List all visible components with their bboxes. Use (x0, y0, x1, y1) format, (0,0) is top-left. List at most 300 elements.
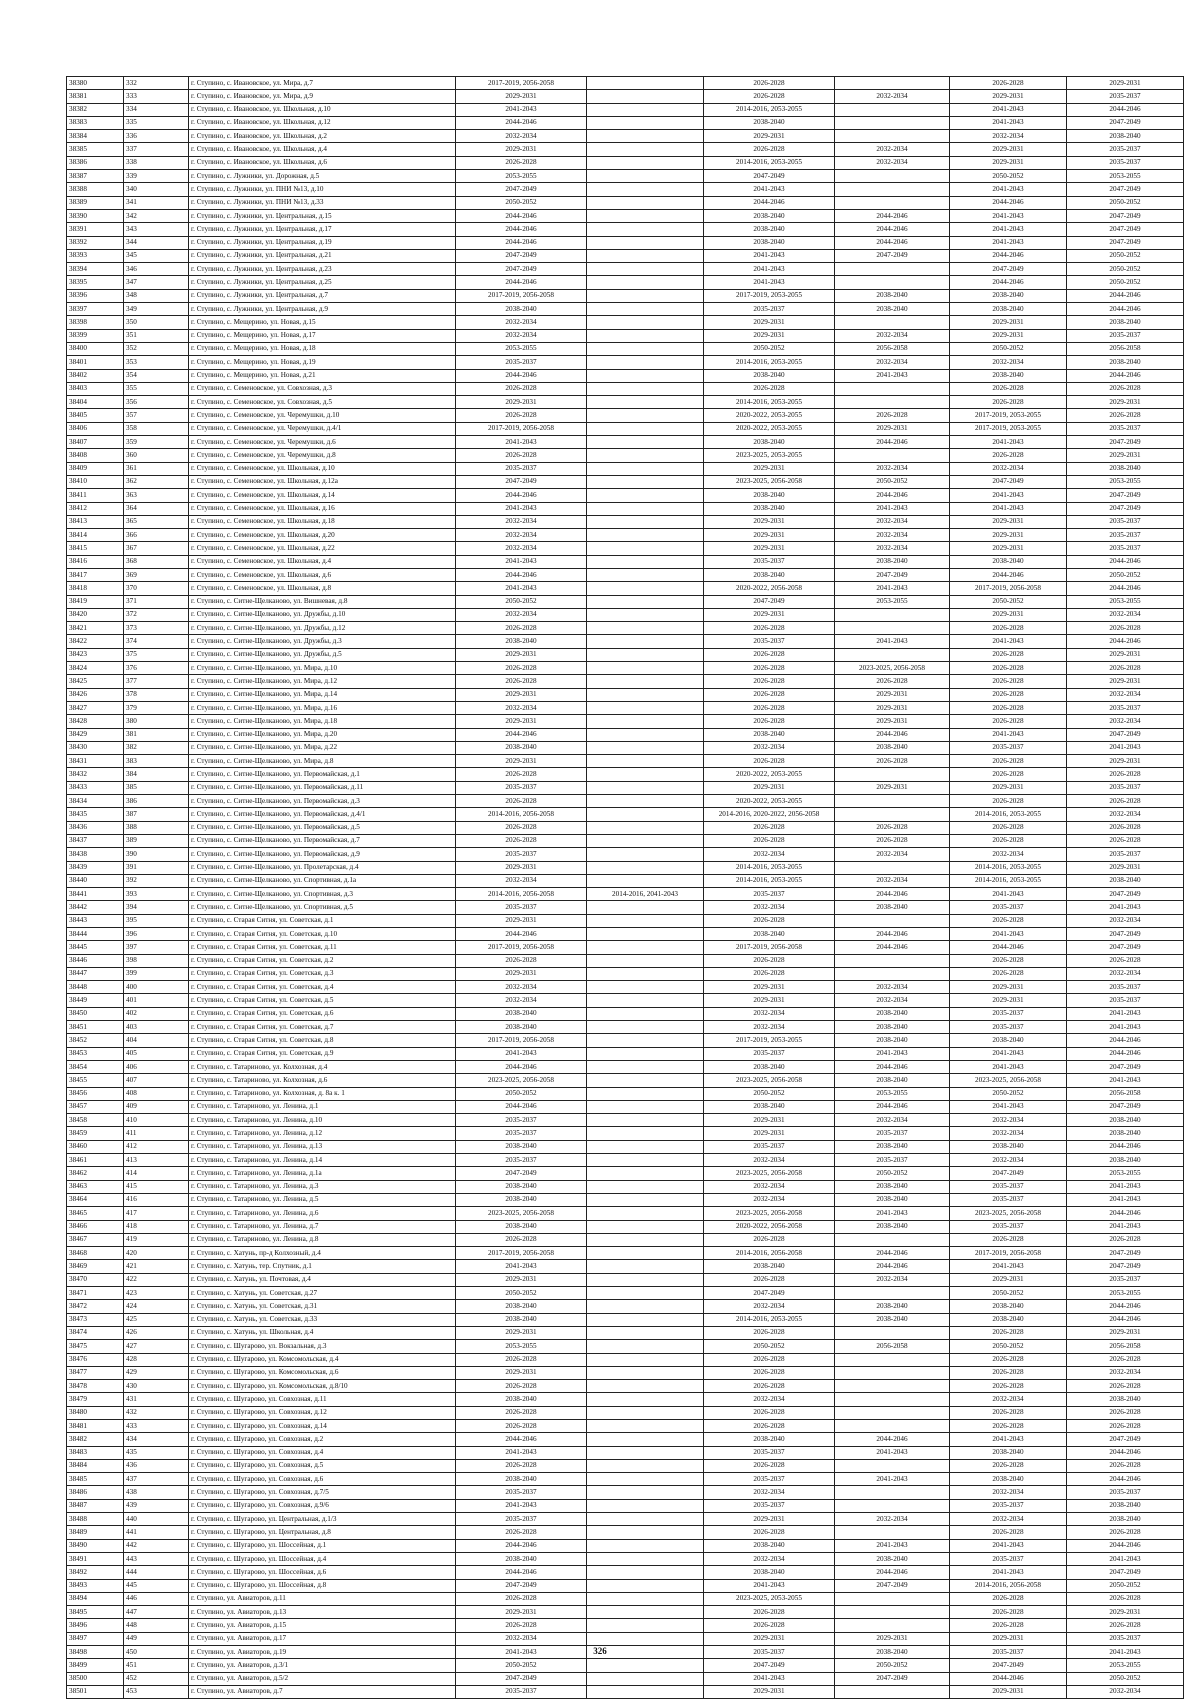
period-col-9-cell: 2056-2058 (1067, 342, 1184, 355)
table-row (67, 834, 1184, 847)
period-col-7-cell: 2032-2034 (835, 515, 950, 528)
period-col-6-cell: 2032-2034 (704, 741, 835, 754)
table-row (67, 781, 1184, 794)
period-col-9-cell: 2050-2052 (1067, 568, 1184, 581)
period-col-4-cell: 2032-2034 (456, 316, 587, 329)
period-col-7-cell: 2038-2040 (835, 289, 950, 302)
address-cell: г. Ступино, с. Татариново, ул. Ленина, д.5 (189, 1193, 456, 1206)
row-number-cell: 431 (124, 1393, 189, 1406)
period-col-4-cell: 2050-2052 (456, 196, 587, 209)
table-row (67, 555, 1184, 568)
address-cell: г. Ступино, с. Лужники, ул. Центральная, д.19 (189, 236, 456, 249)
period-col-8-cell: 2047-2049 (950, 475, 1067, 488)
address-cell: г. Ступино, с. Семеновское, ул. Школьная, д.4 (189, 555, 456, 568)
period-col-9-cell: 2038-2040 (1067, 1127, 1184, 1140)
period-col-8-cell: 2026-2028 (950, 1353, 1067, 1366)
period-col-4-cell: 2026-2028 (456, 622, 587, 635)
period-col-9-cell: 2047-2049 (1067, 502, 1184, 515)
table-row (67, 303, 1184, 316)
row-number-cell: 369 (124, 568, 189, 581)
period-col-8-cell: 2026-2028 (950, 1326, 1067, 1339)
period-col-5-cell (587, 356, 704, 369)
table-row (67, 595, 1184, 608)
period-col-5-cell (587, 369, 704, 382)
period-col-6-cell: 2026-2028 (704, 1233, 835, 1246)
row-number-cell: 449 (124, 1632, 189, 1645)
address-cell: г. Ступино, с. Ситне-Щелканово, ул. Мира, д.12 (189, 675, 456, 688)
period-col-7-cell (835, 914, 950, 927)
period-col-6-cell: 2035-2037 (704, 303, 835, 316)
period-col-8-cell: 2041-2043 (950, 1260, 1067, 1273)
row-number-cell: 362 (124, 475, 189, 488)
period-col-6-cell: 2038-2040 (704, 1566, 835, 1579)
period-col-8-cell: 2032-2034 (950, 1513, 1067, 1526)
period-col-6-cell: 2026-2028 (704, 1353, 835, 1366)
address-cell: г. Ступино, с. Ситне-Щелканово, ул. Дружбы, д.5 (189, 648, 456, 661)
row-id-cell: 38437 (67, 834, 124, 847)
period-col-7-cell: 2035-2037 (835, 1154, 950, 1167)
table-row (67, 1552, 1184, 1565)
address-cell: г. Ступино, с. Татариново, ул. Ленина, д.8 (189, 1233, 456, 1246)
period-col-4-cell: 2026-2028 (456, 662, 587, 675)
row-number-cell: 348 (124, 289, 189, 302)
address-cell: г. Ступино, с. Татариново, ул. Колхозная, д. 8а к. 1 (189, 1087, 456, 1100)
row-id-cell: 38407 (67, 436, 124, 449)
period-col-8-cell: 2017-2019, 2056-2058 (950, 582, 1067, 595)
period-col-7-cell: 2029-2031 (835, 701, 950, 714)
period-col-4-cell: 2026-2028 (456, 1459, 587, 1472)
row-id-cell: 38450 (67, 1007, 124, 1020)
period-col-9-cell: 2029-2031 (1067, 861, 1184, 874)
period-col-5-cell (587, 342, 704, 355)
table-row (67, 489, 1184, 502)
period-col-5-cell (587, 808, 704, 821)
period-col-6-cell: 2014-2016, 2020-2022, 2056-2058 (704, 808, 835, 821)
period-col-9-cell: 2056-2058 (1067, 1087, 1184, 1100)
period-col-9-cell: 2044-2046 (1067, 1207, 1184, 1220)
period-col-9-cell: 2035-2037 (1067, 1632, 1184, 1645)
period-col-4-cell: 2041-2043 (456, 1047, 587, 1060)
period-col-4-cell: 2026-2028 (456, 954, 587, 967)
period-col-8-cell: 2035-2037 (950, 1193, 1067, 1206)
period-col-8-cell: 2035-2037 (950, 1021, 1067, 1034)
period-col-4-cell: 2038-2040 (456, 1313, 587, 1326)
period-col-8-cell: 2029-2031 (950, 529, 1067, 542)
table-row (67, 1313, 1184, 1326)
table-row (67, 1619, 1184, 1632)
period-col-4-cell: 2044-2046 (456, 928, 587, 941)
period-col-4-cell: 2029-2031 (456, 143, 587, 156)
period-col-8-cell: 2038-2040 (950, 1446, 1067, 1459)
period-col-9-cell: 2035-2037 (1067, 781, 1184, 794)
row-id-cell: 38500 (67, 1672, 124, 1685)
table-row (67, 542, 1184, 555)
period-col-6-cell: 2029-2031 (704, 1685, 835, 1698)
table-row (67, 90, 1184, 103)
period-col-8-cell: 2041-2043 (950, 928, 1067, 941)
period-col-6-cell: 2038-2040 (704, 568, 835, 581)
row-id-cell: 38413 (67, 515, 124, 528)
row-number-cell: 399 (124, 967, 189, 980)
period-col-6-cell: 2035-2037 (704, 1446, 835, 1459)
period-col-9-cell: 2035-2037 (1067, 701, 1184, 714)
address-cell: г. Ступино, с. Шугарово, ул. Совхозная, д.11 (189, 1393, 456, 1406)
period-col-9-cell: 2038-2040 (1067, 1513, 1184, 1526)
period-col-7-cell (835, 1619, 950, 1632)
period-col-4-cell: 2035-2037 (456, 1127, 587, 1140)
table-row (67, 1087, 1184, 1100)
period-col-7-cell (835, 1606, 950, 1619)
period-col-5-cell (587, 1406, 704, 1419)
row-id-cell: 38454 (67, 1060, 124, 1073)
table-row (67, 422, 1184, 435)
period-col-6-cell: 2038-2040 (704, 502, 835, 515)
period-col-4-cell: 2029-2031 (456, 755, 587, 768)
row-number-cell: 372 (124, 608, 189, 621)
period-col-4-cell: 2035-2037 (456, 1114, 587, 1127)
period-col-5-cell (587, 608, 704, 621)
table-row (67, 396, 1184, 409)
period-col-4-cell: 2038-2040 (456, 1552, 587, 1565)
period-col-8-cell: 2029-2031 (950, 781, 1067, 794)
period-col-9-cell: 2041-2043 (1067, 1220, 1184, 1233)
row-id-cell: 38388 (67, 183, 124, 196)
period-col-7-cell (835, 77, 950, 90)
period-col-7-cell: 2029-2031 (835, 1632, 950, 1645)
period-col-5-cell (587, 1579, 704, 1592)
address-cell: г. Ступино, с. Лужники, ул. Центральная, д.25 (189, 276, 456, 289)
period-col-4-cell: 2047-2049 (456, 1672, 587, 1685)
period-col-9-cell: 2038-2040 (1067, 130, 1184, 143)
row-id-cell: 38447 (67, 967, 124, 980)
period-col-7-cell: 2032-2034 (835, 874, 950, 887)
row-number-cell: 414 (124, 1167, 189, 1180)
period-col-9-cell: 2035-2037 (1067, 515, 1184, 528)
period-col-8-cell: 2026-2028 (950, 768, 1067, 781)
period-col-6-cell: 2017-2019, 2056-2058 (704, 941, 835, 954)
period-col-9-cell: 2044-2046 (1067, 1034, 1184, 1047)
address-cell: г. Ступино, с. Шугарово, ул. Совхозная, д.2 (189, 1433, 456, 1446)
period-col-6-cell: 2050-2052 (704, 1087, 835, 1100)
period-col-8-cell: 2026-2028 (950, 1592, 1067, 1605)
period-col-4-cell: 2029-2031 (456, 1326, 587, 1339)
period-col-4-cell: 2047-2049 (456, 263, 587, 276)
period-col-4-cell: 2044-2046 (456, 236, 587, 249)
period-col-4-cell: 2029-2031 (456, 648, 587, 661)
period-col-4-cell: 2032-2034 (456, 130, 587, 143)
period-col-8-cell: 2023-2025, 2056-2058 (950, 1207, 1067, 1220)
row-number-cell: 380 (124, 715, 189, 728)
period-col-9-cell: 2047-2049 (1067, 236, 1184, 249)
period-col-8-cell: 2050-2052 (950, 170, 1067, 183)
address-cell: г. Ступино, с. Семеновское, ул. Школьная, д.22 (189, 542, 456, 555)
row-number-cell: 420 (124, 1247, 189, 1260)
period-col-7-cell: 2038-2040 (835, 1034, 950, 1047)
period-col-7-cell: 2038-2040 (835, 303, 950, 316)
period-col-8-cell: 2026-2028 (950, 396, 1067, 409)
table-row (67, 688, 1184, 701)
row-number-cell: 383 (124, 755, 189, 768)
period-col-5-cell (587, 914, 704, 927)
period-col-9-cell: 2026-2028 (1067, 1419, 1184, 1432)
table-row (67, 648, 1184, 661)
period-col-8-cell: 2041-2043 (950, 103, 1067, 116)
period-col-7-cell: 2044-2046 (835, 209, 950, 222)
period-col-8-cell: 2050-2052 (950, 342, 1067, 355)
row-id-cell: 38497 (67, 1632, 124, 1645)
period-col-5-cell (587, 1127, 704, 1140)
period-col-6-cell: 2035-2037 (704, 555, 835, 568)
address-cell: г. Ступино, с. Семеновское, ул. Школьная, д.10 (189, 462, 456, 475)
address-cell: г. Ступино, с. Семеновское, ул. Черемушки, д.6 (189, 436, 456, 449)
row-number-cell: 360 (124, 449, 189, 462)
address-cell: г. Ступино, с. Ситне-Щелканово, ул. Дружбы, д.12 (189, 622, 456, 635)
row-id-cell: 38467 (67, 1233, 124, 1246)
period-col-9-cell: 2029-2031 (1067, 449, 1184, 462)
address-cell: г. Ступино, с. Лужники, ул. Дорожная, д.5 (189, 170, 456, 183)
period-col-9-cell: 2047-2049 (1067, 888, 1184, 901)
address-cell: г. Ступино, с. Татариново, ул. Ленина, д.14 (189, 1154, 456, 1167)
period-col-4-cell: 2032-2034 (456, 981, 587, 994)
period-col-8-cell: 2014-2016, 2056-2058 (950, 1579, 1067, 1592)
row-number-cell: 364 (124, 502, 189, 515)
period-col-8-cell: 2035-2037 (950, 1552, 1067, 1565)
period-col-4-cell: 2044-2046 (456, 223, 587, 236)
period-col-4-cell: 2044-2046 (456, 1566, 587, 1579)
period-col-8-cell: 2014-2016, 2053-2055 (950, 874, 1067, 887)
period-col-7-cell (835, 396, 950, 409)
period-col-9-cell: 2035-2037 (1067, 329, 1184, 342)
period-col-4-cell: 2038-2040 (456, 1193, 587, 1206)
address-cell: г. Ступино, с. Семеновское, ул. Школьная, д.8 (189, 582, 456, 595)
period-col-4-cell: 2017-2019, 2056-2058 (456, 1247, 587, 1260)
period-col-8-cell: 2026-2028 (950, 914, 1067, 927)
row-number-cell: 453 (124, 1685, 189, 1698)
table-row (67, 223, 1184, 236)
period-col-4-cell: 2017-2019, 2056-2058 (456, 422, 587, 435)
period-col-6-cell: 2023-2025, 2056-2058 (704, 1074, 835, 1087)
period-col-6-cell: 2026-2028 (704, 675, 835, 688)
row-number-cell: 385 (124, 781, 189, 794)
period-col-4-cell: 2038-2040 (456, 741, 587, 754)
period-col-8-cell: 2041-2043 (950, 1060, 1067, 1073)
period-col-8-cell: 2038-2040 (950, 555, 1067, 568)
row-number-cell: 389 (124, 834, 189, 847)
period-col-8-cell: 2026-2028 (950, 1526, 1067, 1539)
period-col-5-cell (587, 1180, 704, 1193)
row-number-cell: 452 (124, 1672, 189, 1685)
period-col-6-cell: 2035-2037 (704, 1140, 835, 1153)
row-number-cell: 378 (124, 688, 189, 701)
period-col-7-cell: 2038-2040 (835, 555, 950, 568)
table-row (67, 1074, 1184, 1087)
table-row (67, 1513, 1184, 1526)
period-col-9-cell: 2026-2028 (1067, 1380, 1184, 1393)
row-id-cell: 38416 (67, 555, 124, 568)
row-number-cell: 428 (124, 1353, 189, 1366)
row-number-cell: 426 (124, 1326, 189, 1339)
period-col-9-cell: 2053-2055 (1067, 1287, 1184, 1300)
table-row (67, 1233, 1184, 1246)
period-col-5-cell (587, 1380, 704, 1393)
period-col-7-cell (835, 622, 950, 635)
period-col-5-cell (587, 1140, 704, 1153)
table-row (67, 1127, 1184, 1140)
address-cell: г. Ступино, с. Шугарово, ул. Шоссейная, д.8 (189, 1579, 456, 1592)
table-row (67, 143, 1184, 156)
period-col-6-cell: 2038-2040 (704, 1100, 835, 1113)
row-number-cell: 343 (124, 223, 189, 236)
row-id-cell: 38386 (67, 156, 124, 169)
period-col-5-cell (587, 701, 704, 714)
address-cell: г. Ступино, с. Татариново, ул. Ленина, д.6 (189, 1207, 456, 1220)
row-id-cell: 38478 (67, 1380, 124, 1393)
period-col-5-cell (587, 1366, 704, 1379)
period-col-5-cell (587, 741, 704, 754)
period-col-5-cell (587, 396, 704, 409)
address-cell: г. Ступино, с. Старая Ситня, ул. Советская, д.2 (189, 954, 456, 967)
address-cell: г. Ступино, с. Ситне-Щелканово, ул. Дружбы, д.3 (189, 635, 456, 648)
period-col-6-cell: 2041-2043 (704, 263, 835, 276)
row-number-cell: 356 (124, 396, 189, 409)
period-col-5-cell (587, 409, 704, 422)
row-number-cell: 361 (124, 462, 189, 475)
period-col-8-cell: 2035-2037 (950, 1220, 1067, 1233)
period-col-5-cell (587, 1566, 704, 1579)
address-cell: г. Ступино, с. Ситне-Щелканово, ул. Мира, д.20 (189, 728, 456, 741)
address-cell: г. Ступино, с. Семеновское, ул. Школьная, д.14 (189, 489, 456, 502)
row-id-cell: 38457 (67, 1100, 124, 1113)
period-col-5-cell (587, 994, 704, 1007)
period-col-5-cell (587, 715, 704, 728)
period-col-8-cell: 2026-2028 (950, 795, 1067, 808)
table-row (67, 1300, 1184, 1313)
row-number-cell: 339 (124, 170, 189, 183)
address-cell: г. Ступино, с. Ситне-Щелканово, ул. Первомайская, д.5 (189, 821, 456, 834)
period-col-4-cell: 2029-2031 (456, 688, 587, 701)
address-cell: г. Ступино, с. Хатунь, пр-д Колхозный, д.4 (189, 1247, 456, 1260)
period-col-7-cell: 2041-2043 (835, 1047, 950, 1060)
period-col-6-cell: 2041-2043 (704, 1579, 835, 1592)
row-number-cell: 439 (124, 1499, 189, 1512)
table-row (67, 928, 1184, 941)
address-cell: г. Ступино, ул. Авиаторов, д.7 (189, 1685, 456, 1698)
period-col-4-cell: 2032-2034 (456, 1632, 587, 1645)
row-number-cell: 344 (124, 236, 189, 249)
row-id-cell: 38387 (67, 170, 124, 183)
period-col-9-cell: 2047-2049 (1067, 728, 1184, 741)
period-col-5-cell (587, 954, 704, 967)
period-col-8-cell: 2029-2031 (950, 143, 1067, 156)
row-id-cell: 38384 (67, 130, 124, 143)
period-col-6-cell: 2038-2040 (704, 928, 835, 941)
period-col-5-cell (587, 116, 704, 129)
period-col-6-cell: 2038-2040 (704, 728, 835, 741)
period-col-5-cell (587, 635, 704, 648)
period-col-6-cell: 2032-2034 (704, 1393, 835, 1406)
table-row (67, 1207, 1184, 1220)
row-id-cell: 38451 (67, 1021, 124, 1034)
row-number-cell: 391 (124, 861, 189, 874)
period-col-9-cell: 2026-2028 (1067, 1406, 1184, 1419)
period-col-9-cell: 2047-2049 (1067, 116, 1184, 129)
period-col-9-cell: 2047-2049 (1067, 1433, 1184, 1446)
period-col-9-cell: 2029-2031 (1067, 648, 1184, 661)
period-col-5-cell (587, 555, 704, 568)
period-col-9-cell: 2026-2028 (1067, 1619, 1184, 1632)
period-col-9-cell: 2053-2055 (1067, 1659, 1184, 1672)
table-row (67, 1433, 1184, 1446)
period-col-9-cell: 2050-2052 (1067, 1579, 1184, 1592)
period-col-5-cell (587, 542, 704, 555)
period-col-6-cell: 2047-2049 (704, 1287, 835, 1300)
address-cell: г. Ступино, с. Ивановское, ул. Мира, д.7 (189, 77, 456, 90)
table-row (67, 329, 1184, 342)
period-col-6-cell: 2029-2031 (704, 1127, 835, 1140)
period-col-4-cell: 2038-2040 (456, 1140, 587, 1153)
row-id-cell: 38475 (67, 1340, 124, 1353)
period-col-5-cell (587, 1007, 704, 1020)
period-col-4-cell: 2038-2040 (456, 1021, 587, 1034)
period-col-9-cell: 2038-2040 (1067, 462, 1184, 475)
period-col-7-cell (835, 1459, 950, 1472)
period-col-7-cell: 2032-2034 (835, 981, 950, 994)
row-number-cell: 422 (124, 1273, 189, 1286)
period-col-9-cell: 2026-2028 (1067, 382, 1184, 395)
period-col-9-cell: 2047-2049 (1067, 1260, 1184, 1273)
row-number-cell: 365 (124, 515, 189, 528)
period-col-9-cell: 2053-2055 (1067, 595, 1184, 608)
address-cell: г. Ступино, с. Старая Ситня, ул. Советская, д.9 (189, 1047, 456, 1060)
period-col-7-cell: 2032-2034 (835, 1114, 950, 1127)
address-cell: г. Ступино, с. Ситне-Щелканово, ул. Первомайская, д.9 (189, 848, 456, 861)
period-col-6-cell: 2014-2016, 2053-2055 (704, 156, 835, 169)
row-number-cell: 370 (124, 582, 189, 595)
address-cell: г. Ступино, с. Ситне-Щелканово, ул. Спортивная, д.3 (189, 888, 456, 901)
row-id-cell: 38473 (67, 1313, 124, 1326)
address-cell: г. Ступино, с. Семеновское, ул. Школьная, д.16 (189, 502, 456, 515)
row-number-cell: 427 (124, 1340, 189, 1353)
row-number-cell: 347 (124, 276, 189, 289)
period-col-8-cell: 2038-2040 (950, 289, 1067, 302)
row-id-cell: 38494 (67, 1592, 124, 1605)
period-col-8-cell: 2038-2040 (950, 369, 1067, 382)
row-number-cell: 386 (124, 795, 189, 808)
table-row (67, 1393, 1184, 1406)
period-col-4-cell: 2053-2055 (456, 342, 587, 355)
address-cell: г. Ступино, с. Шугарово, ул. Совхозная, д.12 (189, 1406, 456, 1419)
row-id-cell: 38436 (67, 821, 124, 834)
period-col-7-cell: 2041-2043 (835, 635, 950, 648)
address-cell: г. Ступино, с. Татариново, ул. Ленина, д.7 (189, 1220, 456, 1233)
row-number-cell: 338 (124, 156, 189, 169)
period-col-7-cell: 2032-2034 (835, 90, 950, 103)
period-col-4-cell: 2050-2052 (456, 595, 587, 608)
row-id-cell: 38427 (67, 701, 124, 714)
period-col-4-cell: 2026-2028 (456, 1526, 587, 1539)
period-col-5-cell (587, 515, 704, 528)
row-id-cell: 38414 (67, 529, 124, 542)
period-col-7-cell: 2044-2046 (835, 489, 950, 502)
period-col-9-cell: 2029-2031 (1067, 396, 1184, 409)
row-number-cell: 417 (124, 1207, 189, 1220)
period-col-8-cell: 2032-2034 (950, 356, 1067, 369)
row-id-cell: 38490 (67, 1539, 124, 1552)
period-col-8-cell: 2041-2043 (950, 183, 1067, 196)
period-col-6-cell: 2026-2028 (704, 1273, 835, 1286)
period-col-6-cell: 2014-2016, 2056-2058 (704, 1247, 835, 1260)
row-id-cell: 38455 (67, 1074, 124, 1087)
